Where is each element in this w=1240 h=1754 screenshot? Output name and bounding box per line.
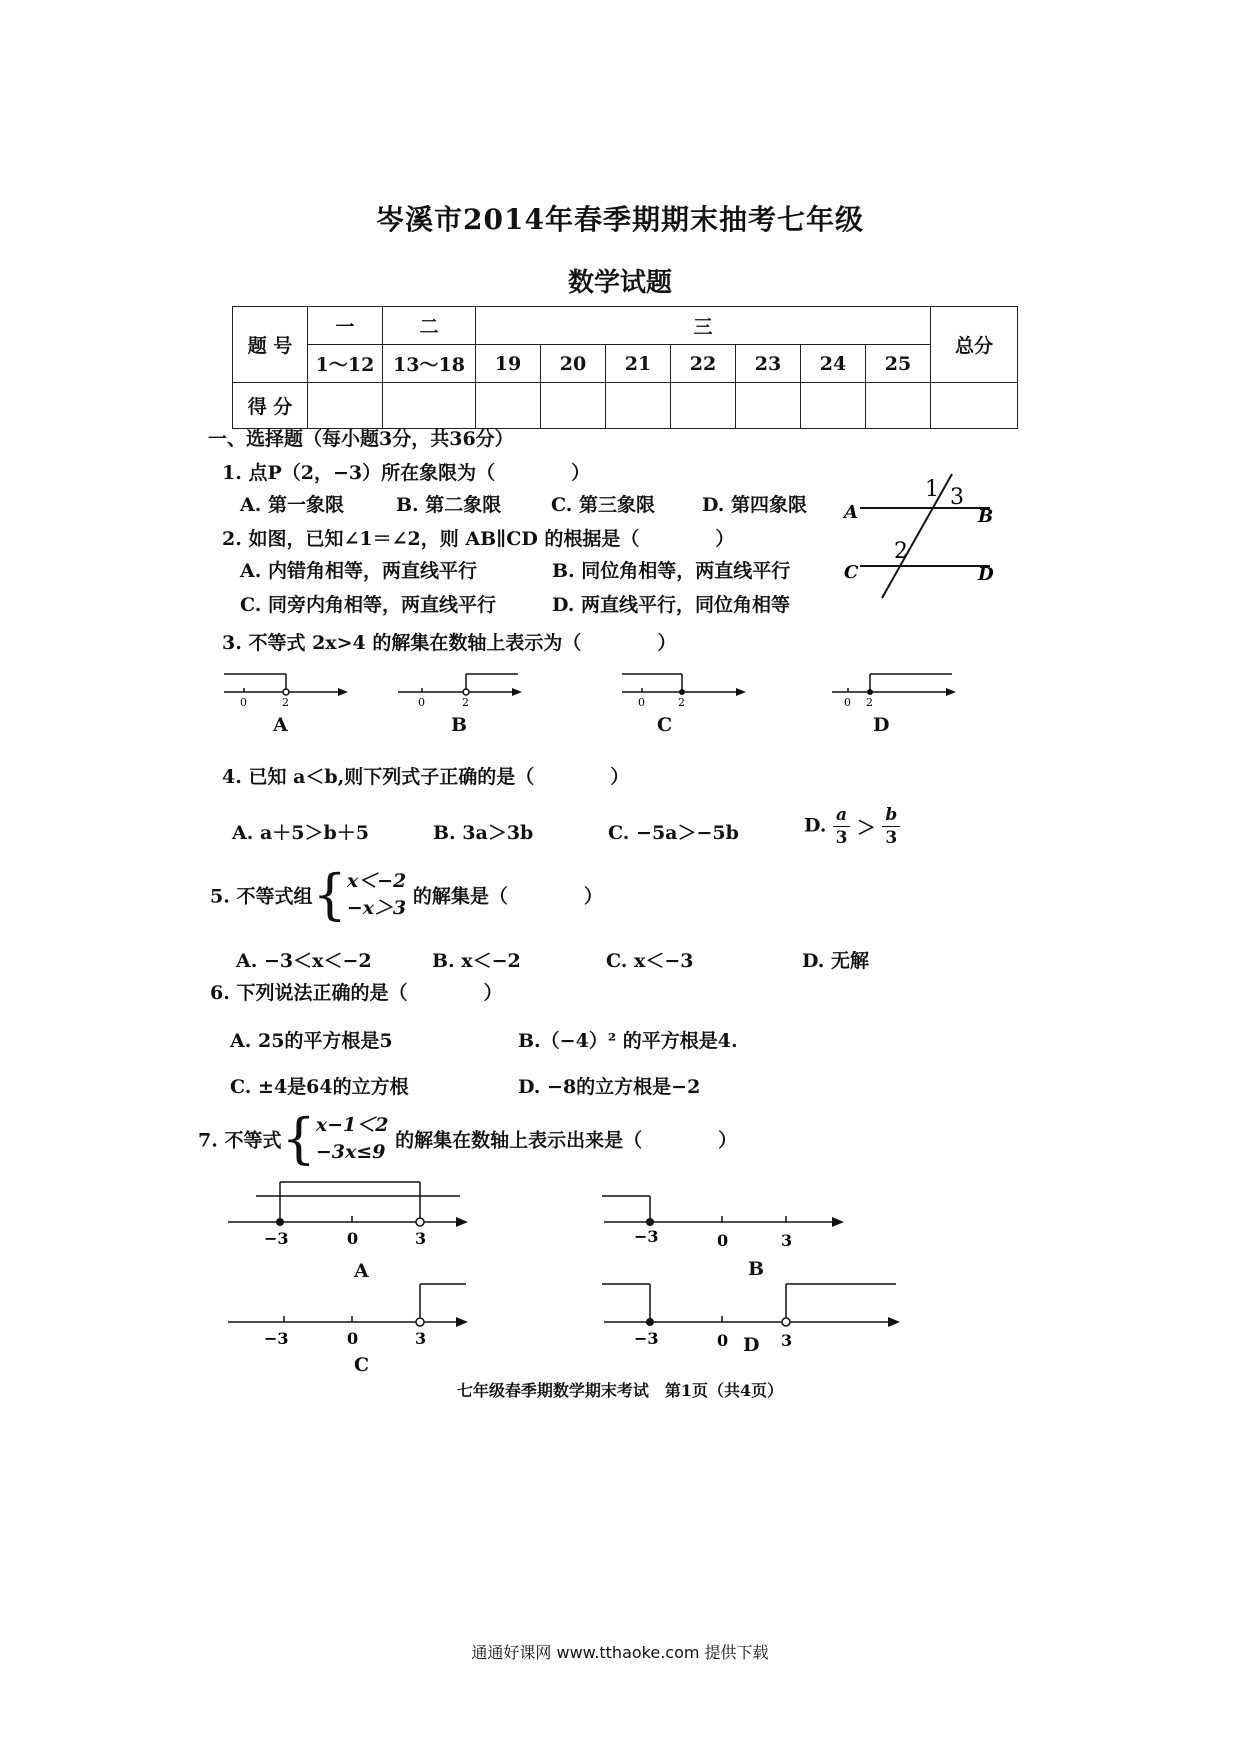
inequality-1: x−1＜2: [315, 1114, 389, 1136]
question-7-stem: [198, 1107, 738, 1170]
score-cell: [476, 383, 541, 429]
question-3-letter-a: A: [273, 714, 288, 736]
question-6-option-c: C. ±4是64的立方根: [230, 1076, 409, 1098]
angle-label-3: 3: [950, 485, 964, 510]
question-5-option-c: C. x＜−3: [606, 950, 694, 972]
question-4-option-d: [804, 804, 900, 849]
question-4-option-b: B. 3a＞3b: [433, 822, 534, 844]
question-5-option-a: A. −3＜x＜−2: [236, 950, 372, 972]
parallel-lines-figure: [840, 466, 1000, 612]
tick-label-2: 2: [866, 696, 873, 708]
point-label-d: D: [978, 564, 994, 585]
column-header: 22: [671, 345, 736, 383]
question-5-stem: [210, 863, 603, 926]
column-header: 13～18: [383, 345, 476, 383]
tick-label-0: 0: [844, 696, 851, 708]
inequality-system: [316, 1112, 389, 1166]
tick-label-neg3: −3: [634, 1227, 659, 1246]
number-line-option-a: [220, 1180, 490, 1248]
question-5-suffix: 的解集是（ ）: [412, 885, 603, 908]
column-header: 1～12: [308, 345, 383, 383]
question-7-suffix: 的解集在数轴上表示出来是（ ）: [395, 1129, 738, 1152]
tick-label-0: 0: [717, 1331, 729, 1348]
tick-label-0: 0: [347, 1329, 359, 1348]
exam-subtitle: 数学试题: [567, 268, 672, 298]
tick-label-0: 0: [418, 696, 425, 708]
question-1-option-d: D. 第四象限: [702, 494, 808, 516]
score-cell: [931, 383, 1018, 429]
question-5-prefix: 5. 不等式组: [210, 885, 313, 908]
question-4-option-a: A. a＋5＞b＋5: [232, 822, 370, 844]
question-1-stem: 1. 点P（2，−3）所在象限为（ ）: [222, 462, 591, 484]
score-cell: [383, 383, 476, 429]
numerator-b: b: [882, 804, 900, 827]
column-header: 19: [476, 345, 541, 383]
question-3-letter-c: C: [657, 714, 673, 736]
inequality-system: [347, 868, 406, 922]
question-4-option-c: C. −5a＞−5b: [608, 822, 739, 844]
download-credit: 通通好课网 www.tthaoke.com 提供下载: [471, 1643, 769, 1662]
score-cell: [308, 383, 383, 429]
section-heading: 一、选择题（每小题3分，共36分）: [208, 428, 514, 450]
question-6-option-b: B.（−4）² 的平方根是4.: [518, 1030, 738, 1052]
number-line-option-c: [620, 664, 750, 708]
question-5-option-b: B. x＜−2: [432, 950, 521, 972]
question-7-letter-a: A: [354, 1260, 369, 1282]
question-7-letter-d: D: [743, 1334, 760, 1356]
column-header: 25: [866, 345, 931, 383]
score-cell: [606, 383, 671, 429]
score-cell: [671, 383, 736, 429]
tick-label-neg3: −3: [264, 1229, 289, 1248]
question-2-option-b: B. 同位角相等，两直线平行: [552, 560, 791, 582]
question-1-option-b: B. 第二象限: [396, 494, 502, 516]
numerator-a: a: [833, 804, 850, 827]
number-line-option-b: [396, 664, 526, 708]
question-3-letter-b: B: [451, 714, 468, 736]
row-label-score: 得 分: [233, 383, 308, 429]
score-cell: [801, 383, 866, 429]
tick-label-neg3: −3: [634, 1329, 659, 1348]
section-header-3: 三: [476, 307, 931, 345]
fraction-a-over-3: [833, 804, 850, 849]
question-4-stem: 4. 已知 a＜b,则下列式子正确的是（ ）: [222, 766, 630, 788]
tick-label-0: 0: [717, 1231, 729, 1248]
section-header-1: 一: [308, 307, 383, 345]
angle-label-1: 1: [925, 477, 939, 502]
point-label-a: A: [844, 502, 858, 523]
number-line-option-b: [596, 1190, 866, 1248]
question-1-option-a: A. 第一象限: [240, 494, 344, 516]
number-line-option-d: [830, 664, 960, 708]
question-7-letter-b: B: [748, 1258, 765, 1280]
left-brace: {: [281, 1107, 316, 1170]
question-2-option-a: A. 内错角相等，两直线平行: [240, 560, 477, 582]
question-2-stem: 2. 如图，已知∠1＝∠2，则 AB∥CD 的根据是（ ）: [222, 528, 735, 550]
question-7-letter-c: C: [354, 1354, 370, 1376]
question-5-option-d: D. 无解: [802, 950, 870, 972]
tick-label-2: 2: [678, 696, 685, 708]
question-6-option-a: A. 25的平方根是5: [230, 1030, 393, 1052]
question-3-stem: 3. 不等式 2x>4 的解集在数轴上表示为（ ）: [222, 632, 677, 654]
angle-label-2: 2: [894, 539, 908, 564]
score-cell: [736, 383, 801, 429]
column-header: 24: [801, 345, 866, 383]
fraction-b-over-3: [882, 804, 900, 849]
inequality-2: −3x≤9: [315, 1141, 386, 1163]
question-3-letter-d: D: [873, 714, 890, 736]
option-d-prefix: D.: [804, 814, 827, 837]
inequality-2: −x＞3: [346, 897, 407, 919]
tick-label-neg3: −3: [264, 1329, 289, 1348]
section-header-total: 总分: [931, 307, 1018, 383]
tick-label-3: 3: [415, 1229, 427, 1248]
point-label-b: B: [978, 506, 994, 527]
number-line-option-a: [222, 664, 352, 708]
question-1-option-c: C. 第三象限: [551, 494, 656, 516]
greater-than-sign: ＞: [856, 817, 876, 839]
denominator-3: 3: [885, 828, 898, 848]
question-6-option-d: D. −8的立方根是−2: [518, 1076, 701, 1098]
page-footer: 七年级春季期数学期末考试 第1页（共4页）: [456, 1381, 784, 1400]
column-header: 21: [606, 345, 671, 383]
tick-label-3: 3: [781, 1231, 793, 1248]
tick-label-2: 2: [462, 696, 469, 708]
question-2-option-c: C. 同旁内角相等，两直线平行: [240, 594, 497, 616]
number-line-option-c: [220, 1282, 490, 1348]
tick-label-2: 2: [282, 696, 289, 708]
left-brace: {: [312, 863, 347, 926]
tick-label-3: 3: [781, 1331, 793, 1348]
denominator-3: 3: [835, 828, 848, 848]
tick-label-3: 3: [415, 1329, 427, 1348]
score-cell: [541, 383, 606, 429]
tick-label-0: 0: [638, 696, 645, 708]
column-header: 23: [736, 345, 801, 383]
inequality-1: x＜−2: [346, 870, 407, 892]
question-2-option-d: D. 两直线平行，同位角相等: [552, 594, 791, 616]
tick-label-0: 0: [347, 1229, 359, 1248]
score-cell: [866, 383, 931, 429]
question-7-prefix: 7. 不等式: [198, 1129, 282, 1152]
column-header: 20: [541, 345, 606, 383]
point-label-c: C: [844, 562, 859, 583]
row-label-question: 题 号: [233, 307, 308, 383]
exam-title: 岑溪市2014年春季期期末抽考七年级: [376, 203, 864, 236]
tick-label-0: 0: [240, 696, 247, 708]
score-table: [232, 306, 1018, 429]
section-header-2: 二: [383, 307, 476, 345]
question-6-stem: 6. 下列说法正确的是（ ）: [210, 982, 503, 1004]
